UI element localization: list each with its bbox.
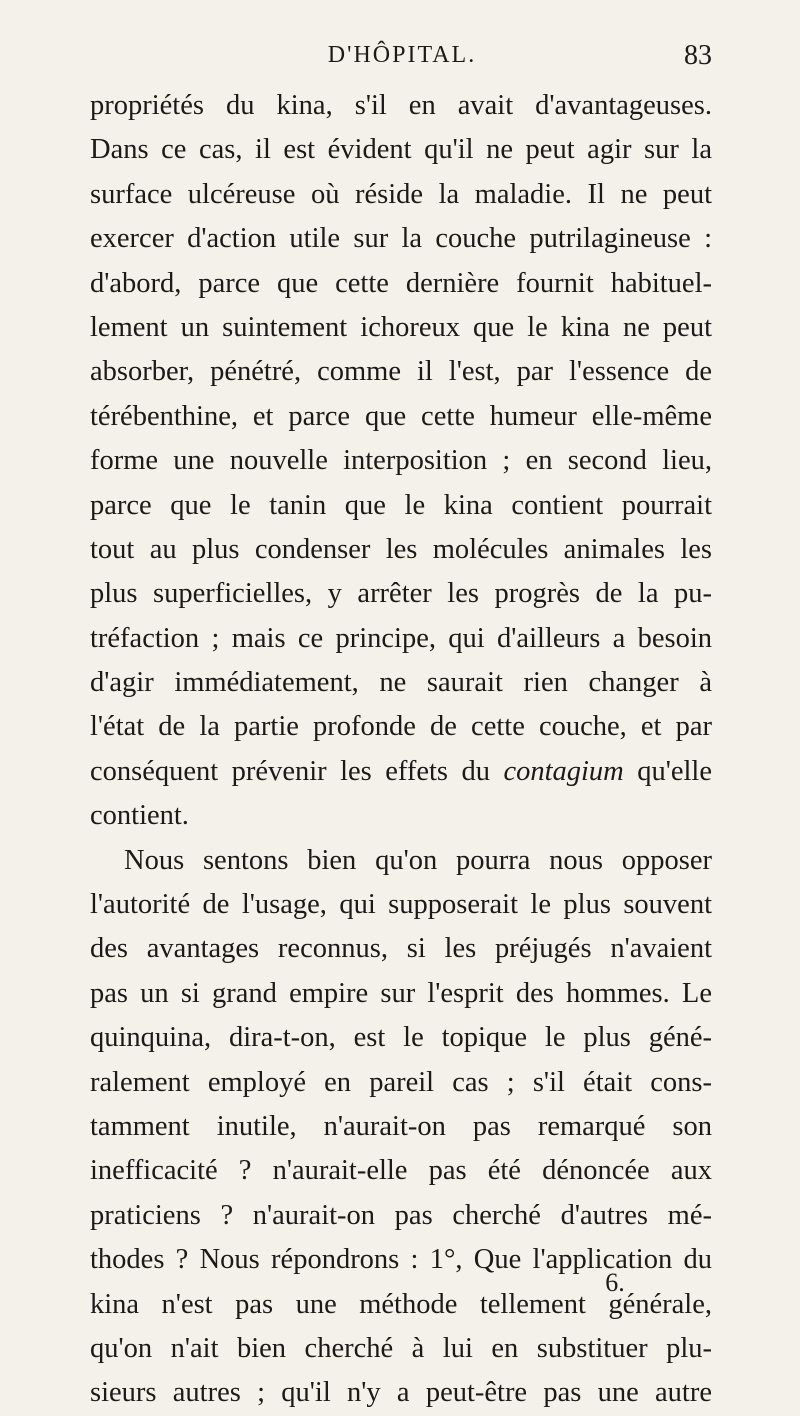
- text-line: exercer d'action utile sur la couche putrilagineuse :: [90, 223, 712, 255]
- text-line: térébenthine, et parce que cette humeur elle-même: [90, 400, 712, 432]
- text-line: forme une nouvelle interposition ; en second lieu,: [90, 445, 712, 477]
- body-text: [90, 84, 712, 1416]
- text-line-with-italic: [90, 750, 712, 794]
- signature-mark: [0, 1268, 800, 1298]
- line-tail: qu'elle: [637, 755, 712, 787]
- text-line: tout au plus condenser les molécules animales les: [90, 533, 712, 565]
- text-line: l'état de la partie profonde de cette couche, et par: [90, 711, 712, 743]
- text-line: tamment inutile, n'aurait-on pas remarqué son: [90, 1110, 712, 1142]
- text-line: propriétés du kina, s'il en avait d'avantageuses.: [90, 90, 712, 121]
- text-line: thodes ? Nous répondrons : 1°, Que l'application du: [90, 1244, 712, 1276]
- text-line: Dans ce cas, il est évident qu'il ne peut agir sur la: [90, 134, 712, 166]
- text-line: lement un suintement ichoreux que le kina ne peut: [90, 311, 712, 343]
- signature-label: 6.: [605, 1268, 625, 1297]
- text-line: contient.: [90, 800, 189, 832]
- text-line: pas un si grand empire sur l'esprit des hommes. Le: [90, 977, 712, 1009]
- line-head: conséquent prévenir les effets du: [90, 755, 490, 787]
- text-line: qu'on n'ait bien cherché à lui en substituer plu-: [90, 1332, 712, 1364]
- text-line: absorber, pénétré, comme il l'est, par l'essence de: [90, 356, 712, 388]
- text-line: quinquina, dira-t-on, est le topique le plus géné-: [90, 1022, 712, 1054]
- running-head: [92, 40, 712, 76]
- text-line: l'autorité de l'usage, qui supposerait le plus souvent: [90, 889, 712, 921]
- text-line: inefficacité ? n'aurait-elle pas été dénoncée aux: [90, 1155, 712, 1187]
- text-line: d'agir immédiatement, ne saurait rien changer à: [90, 667, 712, 699]
- paragraph-start-line: Nous sentons bien qu'on pourra nous opposer: [124, 844, 712, 876]
- text-line: tréfaction ; mais ce principe, qui d'ailleurs a besoin: [90, 622, 712, 654]
- text-line: d'abord, parce que cette dernière fournit habituel-: [90, 267, 712, 299]
- text-line: des avantages reconnus, si les préjugés n'avaient: [90, 933, 712, 965]
- text-line: ralement employé en pareil cas ; s'il était cons-: [90, 1066, 712, 1098]
- text-line: plus superficielles, y arrêter les progrès de la pu-: [90, 578, 712, 610]
- text-line: surface ulcéreuse où réside la maladie. Il ne peut: [90, 178, 712, 210]
- text-line: praticiens ? n'aurait-on pas cherché d'autres mé-: [90, 1199, 712, 1231]
- running-title: D'HÔPITAL.: [327, 42, 477, 68]
- page-number: 83: [684, 40, 712, 71]
- text-line: parce que le tanin que le kina contient pourrait: [90, 489, 712, 521]
- italic-term: contagium: [503, 755, 624, 787]
- text-line: sieurs autres ; qu'il n'y a peut-être pas une autre: [90, 1377, 712, 1409]
- text-line: kina n'est pas une méthode tellement générale,: [90, 1288, 712, 1320]
